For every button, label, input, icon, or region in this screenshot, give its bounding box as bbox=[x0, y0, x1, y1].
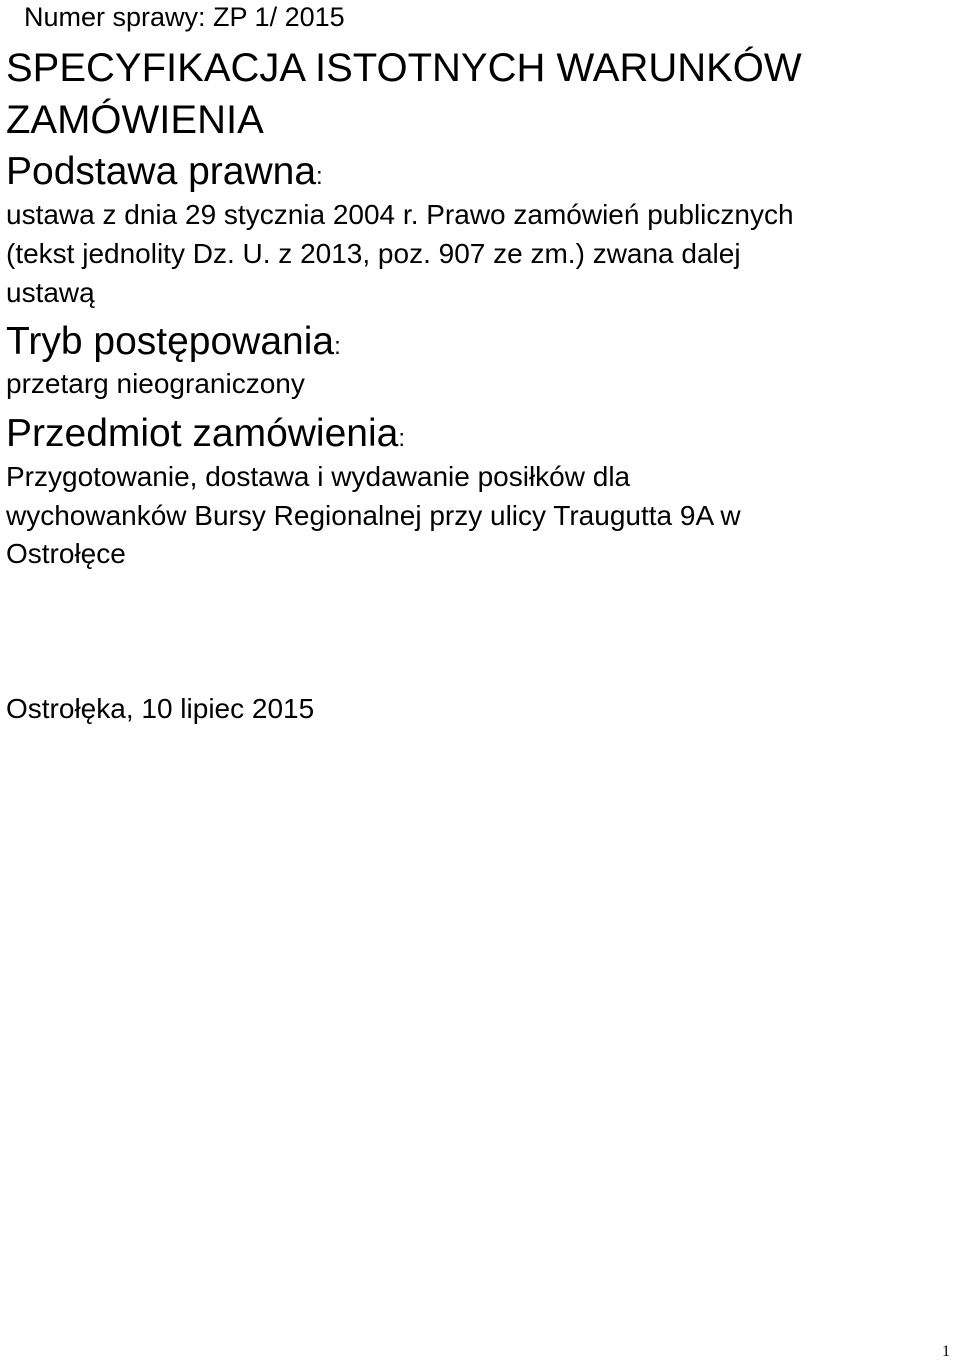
document-title-line-2: ZAMÓWIENIA bbox=[6, 98, 264, 142]
procedure-value: przetarg nieograniczony bbox=[6, 368, 305, 399]
subject-line-1: Przygotowanie, dostawa i wydawanie posiłków dla bbox=[6, 461, 631, 492]
case-number: Numer sprawy: ZP 1/ 2015 bbox=[24, 2, 345, 32]
legal-basis-line-3: ustawą bbox=[6, 277, 95, 308]
legal-basis-heading-text: Podstawa prawna bbox=[6, 150, 317, 193]
subject-heading-text: Przedmiot zamówienia bbox=[6, 412, 399, 455]
document-title-line-1: SPECYFIKACJA ISTOTNYCH WARUNKÓW bbox=[6, 46, 802, 90]
legal-basis-heading-colon: : bbox=[316, 163, 323, 190]
procedure-heading bbox=[6, 322, 341, 361]
procedure-heading-text: Tryb postępowania bbox=[6, 320, 335, 363]
subject-heading bbox=[6, 414, 405, 453]
subject-line-3: Ostrołęce bbox=[6, 538, 126, 569]
subject-line-2: wychowanków Bursy Regionalnej przy ulicy Traugutta 9A w bbox=[6, 500, 741, 531]
page-number: 1 bbox=[942, 1343, 950, 1360]
legal-basis-line-1: ustawa z dnia 29 stycznia 2004 r. Prawo zamówień publicznych bbox=[6, 199, 794, 230]
procedure-heading-colon: : bbox=[334, 333, 341, 360]
subject-heading-colon: : bbox=[398, 425, 405, 452]
document-title bbox=[6, 42, 802, 146]
legal-basis-line-2: (tekst jednolity Dz. U. z 2013, poz. 907 ze zm.) zwana dalej bbox=[6, 238, 741, 269]
place-and-date: Ostrołęka, 10 lipiec 2015 bbox=[6, 693, 315, 724]
legal-basis-heading bbox=[6, 152, 323, 191]
